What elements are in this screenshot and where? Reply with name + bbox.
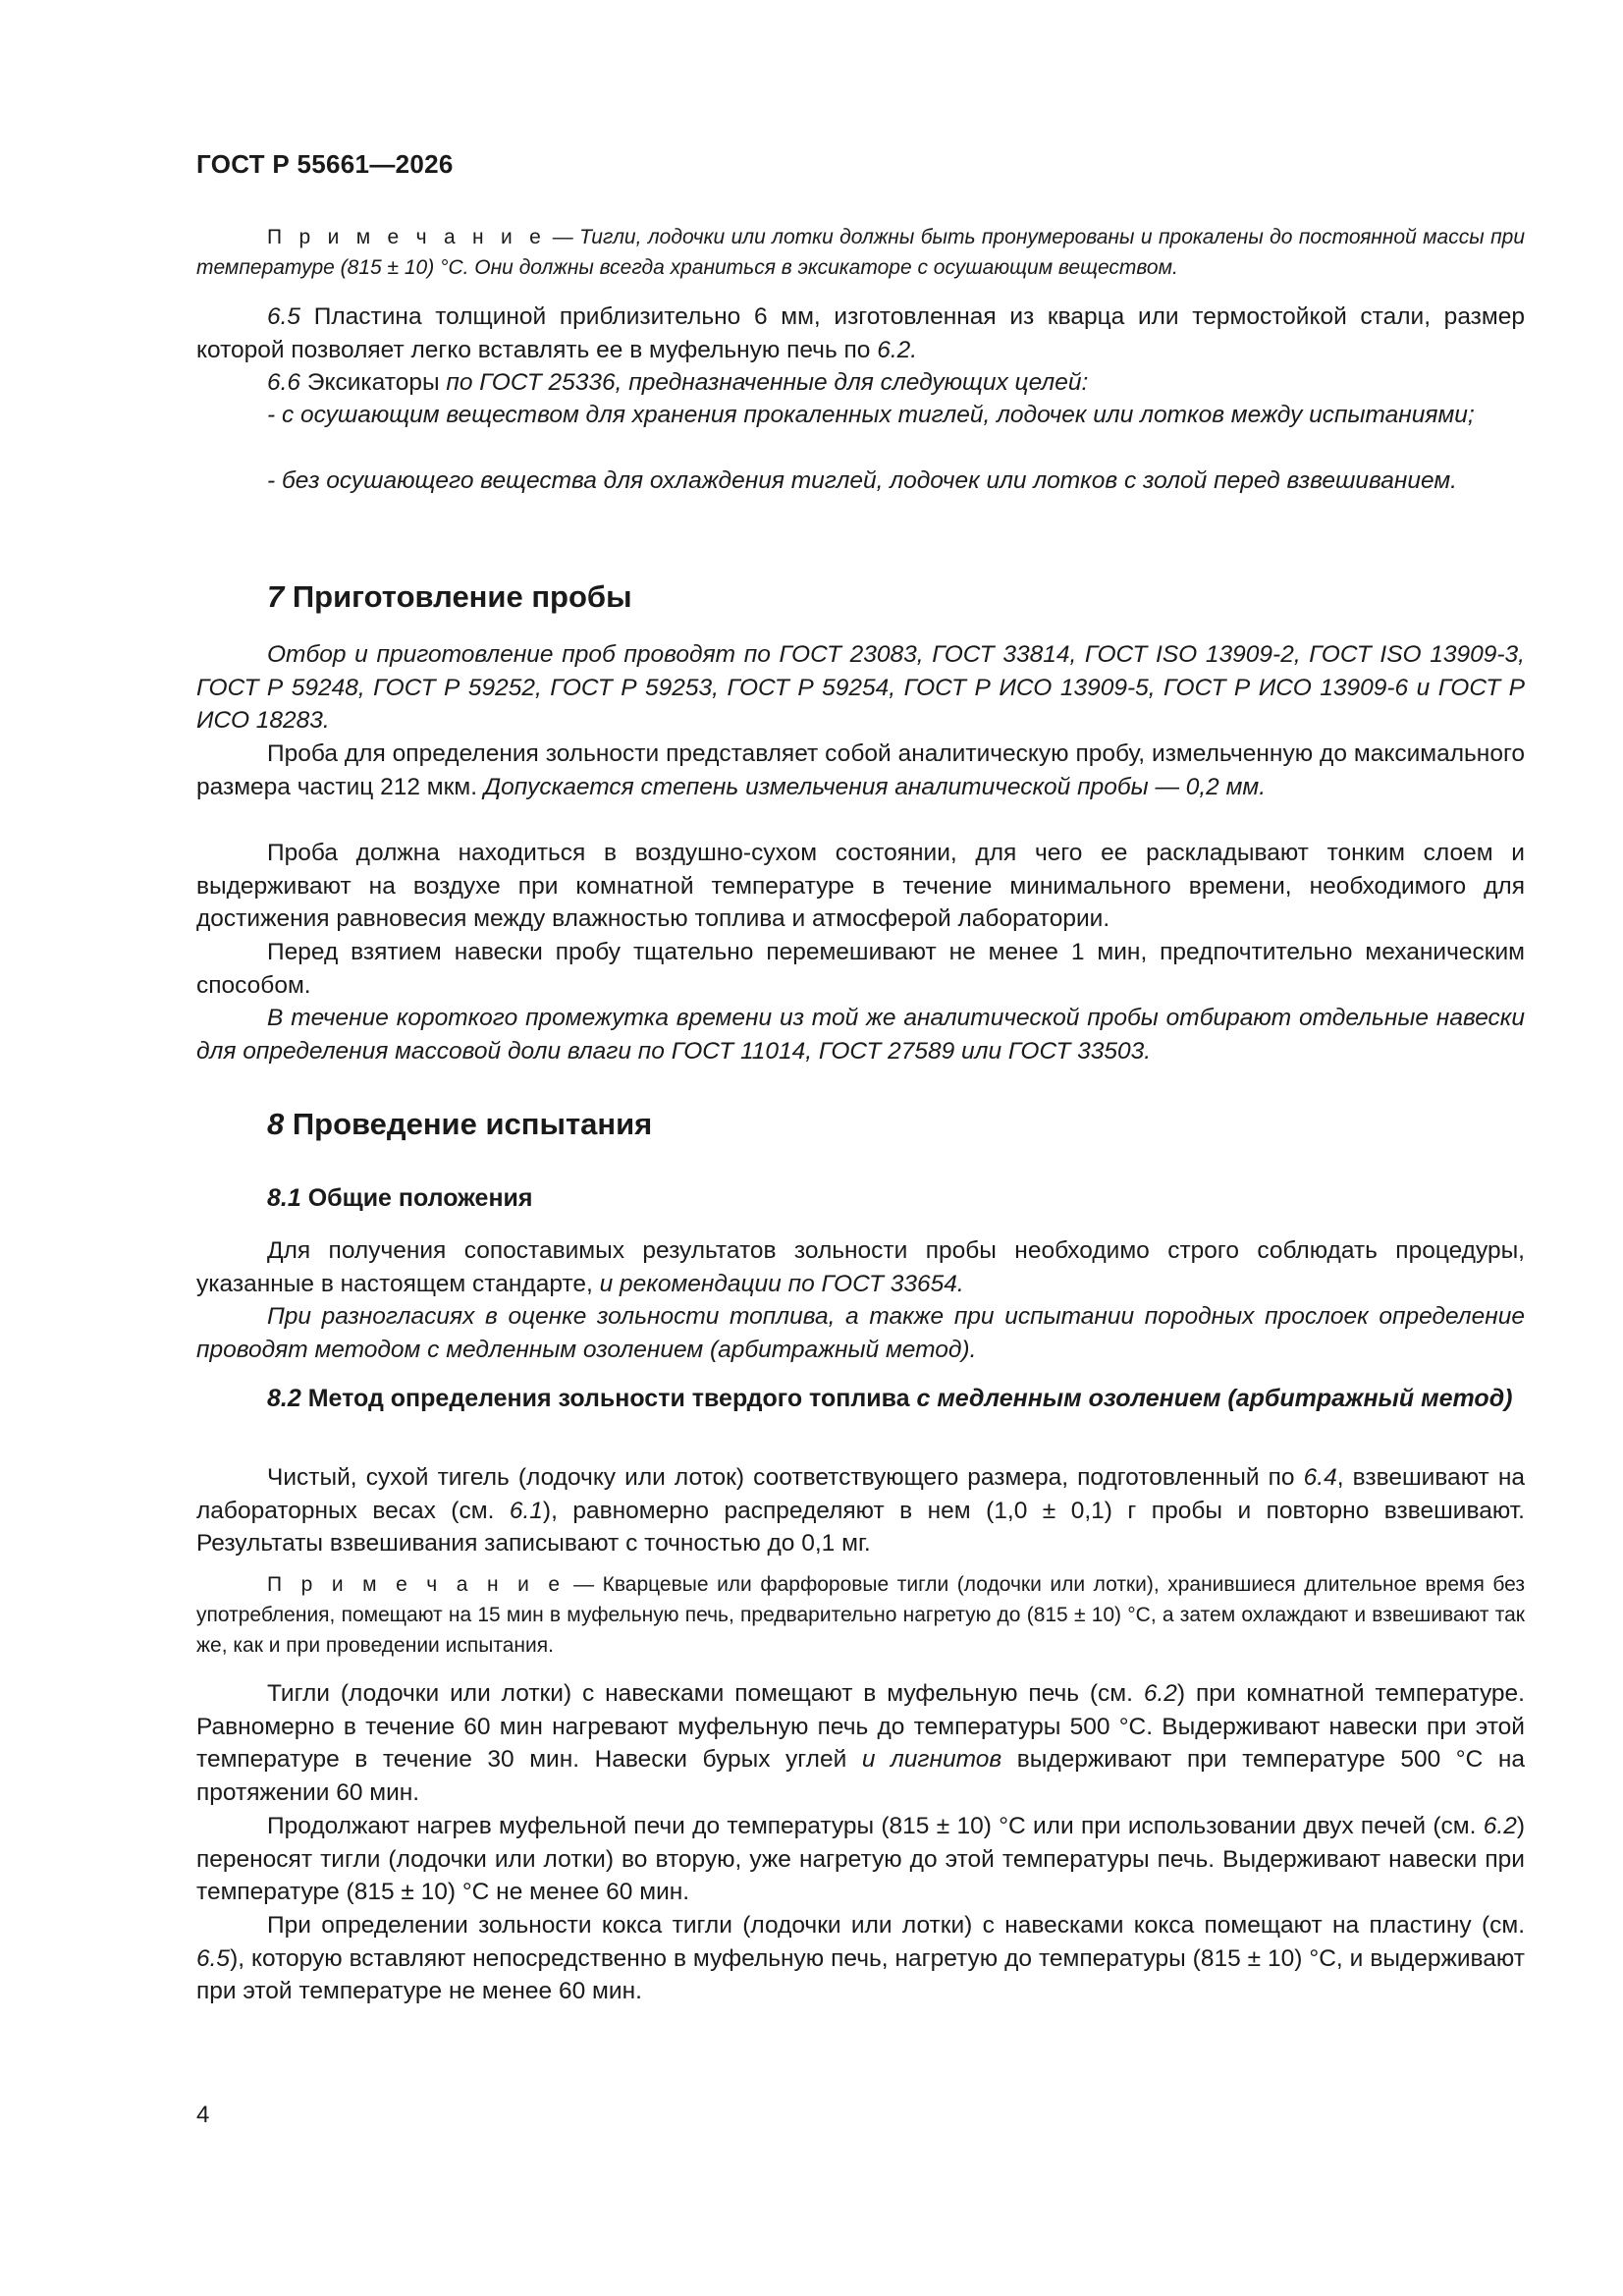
paragraph: Чистый, сухой тигель (лодочку или лоток) соответствующего размера, подготовленный по 6.4, взвешивают на лабораторных весах (см. 6.1), равномерно распределяют в нем (1,0 ± 0,1) г пробы и повторно взвешивают. Результаты взвешивания записывают с точностью до 0,1 мг. <box>196 1464 1526 1557</box>
paragraph: При разногласиях в оценке зольности топлива, а также при испытании породных прослоек определение проводят методом с медленным озолением (арбитражный метод). <box>196 1303 1525 1363</box>
section-7-heading: 7 Приготовление пробы <box>267 579 632 614</box>
paragraph: Тигли (лодочки или лотки) с навесками помещают в муфельную печь (см. 6.2) при комнатной температуре. Равномерно в течение 60 мин нагревают муфельную печь до температуры 500 °С. Выдерживают навески при этой температуре в течение 30 мин. Навески бурых углей и лигнитов выдерживают при температуре 500 °С на протяжении 60 мин. <box>196 1680 1525 1806</box>
list-item: - с осушающим веществом для хранения прокаленных тиглей, лодочек или лотков между испытаниями; <box>267 402 1475 428</box>
paragraph: Проба для определения зольности представляет собой аналитическую пробу, измельченную до максимального размера частиц 212 мкм. Допускается степень измельчения аналитической пробы — 0,2 мм. <box>196 740 1525 800</box>
paragraph: При определении зольности кокса тигли (лодочки или лотки) с навесками кокса помещают на пластину (см. 6.5), которую вставляют непосредственно в муфельную печь, нагретую до температуры (815 ± 10) °С, и выдерживают при этой температуре не менее 60 мин. <box>196 1912 1525 2004</box>
section-8-heading: 8 Проведение испытания <box>267 1107 653 1141</box>
document-header: ГОСТ Р 55661—2026 <box>196 149 454 179</box>
paragraph: Отбор и приготовление проб проводят по ГОСТ 23083, ГОСТ 33814, ГОСТ ISO 13909-2, ГОСТ ISO 13909-3, ГОСТ Р 59248, ГОСТ Р 59252, ГОСТ Р 59253, ГОСТ Р 59254, ГОСТ Р ИСО 13909-5, ГОСТ Р ИСО 13909-6 и ГОСТ Р ИСО 18283. <box>196 641 1525 734</box>
paragraph: Перед взятием навески пробу тщательно перемешивают не менее 1 мин, предпочтительно механическим способом. <box>196 939 1525 999</box>
clause-6-6: 6.6 Эксикаторы по ГОСТ 25336, предназначенные для следующих целей: <box>267 369 1089 396</box>
subsection-8-1-heading: 8.1 Общие положения <box>267 1184 533 1212</box>
note-6-4: П р и м е ч а н и е — Тигли, лодочки или лотки должны быть пронумерованы и прокалены до постоянной массы при температуре (815 ± 10) °С. Они должны всегда храниться в эксикаторе с осушающим веществом. <box>196 226 1526 279</box>
paragraph: Продолжают нагрев муфельной печи до температуры (815 ± 10) °С или при использовании двух печей (см. 6.2) переносят тигли (лодочки или лотки) во вторую, уже нагретую до этой температуры печь. Выдерживают навески при температуре (815 ± 10) °С не менее 60 мин. <box>196 1813 1525 1905</box>
paragraph: Для получения сопоставимых результатов зольности пробы необходимо строго соблюдать процедуры, указанные в настоящем стандарте, и рекомендации по ГОСТ 33654. <box>196 1237 1525 1297</box>
clause-6-5: 6.5 Пластина толщиной приблизительно 6 мм, изготовленная из кварца или термостойкой стали, размер которой позволяет легко вставлять ее в муфельную печь по 6.2. <box>196 303 1525 363</box>
subsection-8-2-heading: 8.2 Метод определения зольности твердого топлива с медленным озолением (арбитражный метод) <box>267 1385 1513 1412</box>
list-item: - без осушающего вещества для охлаждения тиглей, лодочек или лотков с золой перед взвешиванием. <box>267 467 1457 494</box>
page-number: 4 <box>196 2102 210 2128</box>
paragraph: В течение короткого промежутка времени из той же аналитической пробы отбирают отдельные навески для определения массовой доли влаги по ГОСТ 11014, ГОСТ 27589 или ГОСТ 33503. <box>196 1005 1525 1065</box>
paragraph: Проба должна находиться в воздушно-сухом состоянии, для чего ее раскладывают тонким слоем и выдерживают на воздухе при комнатной температуре в течение минимального времени, необходимого для достижения равновесия между влажностью топлива и атмосферой лаборатории. <box>196 840 1525 932</box>
note-8-2: П р и м е ч а н и е — Кварцевые или фарфоровые тигли (лодочки или лотки), хранившиеся длительное время без употребления, помещают на 15 мин в муфельную печь, предварительно нагретую до (815 ± 10) °С, а затем охлаждают и взвешивают так же, как и при проведении испытания. <box>196 1573 1525 1657</box>
